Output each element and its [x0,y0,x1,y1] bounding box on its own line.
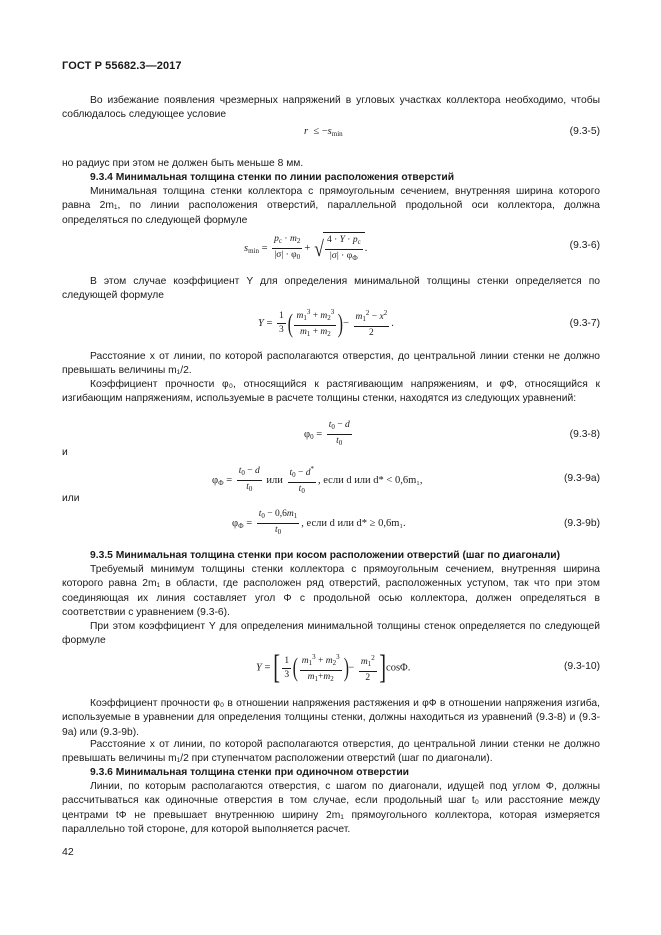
section-heading-9-3-5: 9.3.5 Минимальная толщина стенки при косом расположении отверстий (шаг по диагонали) [90,550,561,561]
formula-9-3-5: $r \le -s_{min}$ [304,126,343,138]
paragraph-coefficient-y-staggered: При этом коэффициент Y для определения минимальной толщины стенок определяется по следующей формуле [62,621,600,647]
paragraph-strength-coefficients-staggered: Коэффициент прочности φ₀ в отношении напряжения растяжения и φФ в отношении напряжения изгиба, используемые в уравнении для определения толщины стенки, должны находиться из уравнений (9.3-8) и (9.3-9а) или (9.3-9b). [62,698,600,738]
paragraph-corner-stress: Во избежание появления чрезмерных напряжений в угловых участках коллектора необходимо, чтобы соблюдалось следующее условие [62,95,600,121]
formula-or-word: или [266,474,283,486]
formula-9-3-9a: $\varphi_Ф$ = $\frac{t_0 - d}{t_0}$ или $\frac{t_0 - d^*}{t_0}$ , если d или d* < 0,6m₁, [212,465,423,495]
paragraph-strength-coefficients: Коэффициент прочности φ₀, относящийся к растягивающим напряжениям, и φФ, относящийся к изгибающим напряжениям, используемые в расчете толщины стенки, находятся из следующих уравнений: [62,379,600,405]
formula-9-3-7: Y = $\frac{1}{3}$ ( $\frac{m_1^3 + m_2^3}{m_1 + m_2}$ )− $\frac{m_1^2 - x^2}{2}$ . [258,308,394,338]
paragraph-rect-wall: Минимальная толщина стенки коллектора с прямоугольным сечением, внутренняя ширина которого равна 2m₁, по линии расположения отверстий, параллельной продольной оси коллектора, должна определяться по следующей формуле [62,186,600,226]
equation-number-9-3-10: (9.3-10) [563,661,600,672]
formula-9-3-8: $\varphi_0$ = $\frac{t_0 - d}{t_0}$ [304,420,350,447]
equation-number-9-3-9b: (9.3-9b) [563,518,600,529]
paragraph-distance-x-staggered: Расстояние x от линии, по которой располагаются отверстия, до центральной линии стенки не должно превышать величины m₁/2 при ступенчатом расположении отверстий (шаг по диагонали). [62,739,600,765]
equation-number-9-3-5: (9.3-5) [569,126,600,137]
conjunction-or: или [62,493,80,504]
formula-condition-a: , если d или d* < 0,6m₁, [318,474,423,486]
paragraph-staggered-holes: Требуемый минимум толщины стенки коллектора с прямоугольным сечением, внутренняя ширина которого равна 2m₁ в области, где расположен ряд отверстий, расположенных уступом, так что при этом соединяющая их линия составляет угол Φ с продольной осью коллектора, должен определяться в соответствии с уравнением (9.3-6). [62,564,600,618]
standard-header: ГОСТ Р 55682.3—2017 [62,60,182,72]
paragraph-single-hole: Линии, по которым располагаются отверстия, с шагом по диагонали, идущей под углом Φ, должны рассчитываться как одиночные отверстия в том случае, если продольный шаг t₀ или расстояние между центрами tФ не превышает внутреннюю ширину 2m₁ прямоугольного коллектора, которая измеряется параллельно той стороне, для которой выполняется расчет. [62,781,600,835]
paragraph-coefficient-y: В этом случае коэффициент Y для определения минимальной толщины стенки определяется по следующей формуле [62,276,600,302]
formula-9-3-10: Y = [ $\frac{1}{3}$ ( $\frac{m_1^3 + m_2^3}{m_1+m_2}$ )− $\frac{m_1^2}{2}$ ]cosΦ. [256,649,411,686]
paragraph-distance-x: Расстояние x от линии, по которой располагаются отверстия, до центральной линии стенки не должно превышать величины m₁/2. [62,351,600,377]
paragraph-radius-limit: но радиус при этом не должен быть меньше 8 мм. [62,158,304,169]
section-heading-9-3-4: 9.3.4 Минимальная толщина стенки по линии расположения отверстий [90,172,455,183]
formula-9-3-9b: $\varphi_Ф$ = $\frac{t_0 - 0,6m_1}{t_0}$ , если d или d* ≥ 0,6m₁. [232,509,406,536]
equation-number-9-3-7: (9.3-7) [569,318,600,329]
equation-number-9-3-8: (9.3-8) [569,429,600,440]
formula-9-3-6: $s_{min}$ = $\frac{p_c \cdot m_2}{|\sigma| \cdot \varphi_0}$ + √ $4 \cdot Y \cdot p_c$ $|\sigma| \cdot \varphi_Ф$ . [244,232,367,265]
equation-number-9-3-9a: (9.3-9a) [563,473,600,484]
formula-condition-b: , если d или d* ≥ 0,6m₁. [301,517,406,529]
conjunction-and: и [62,447,68,458]
equation-number-9-3-6: (9.3-6) [569,240,600,251]
page-number: 42 [62,846,74,858]
section-heading-9-3-6: 9.3.6 Минимальная толщина стенки при одиночном отверстии [90,767,409,778]
